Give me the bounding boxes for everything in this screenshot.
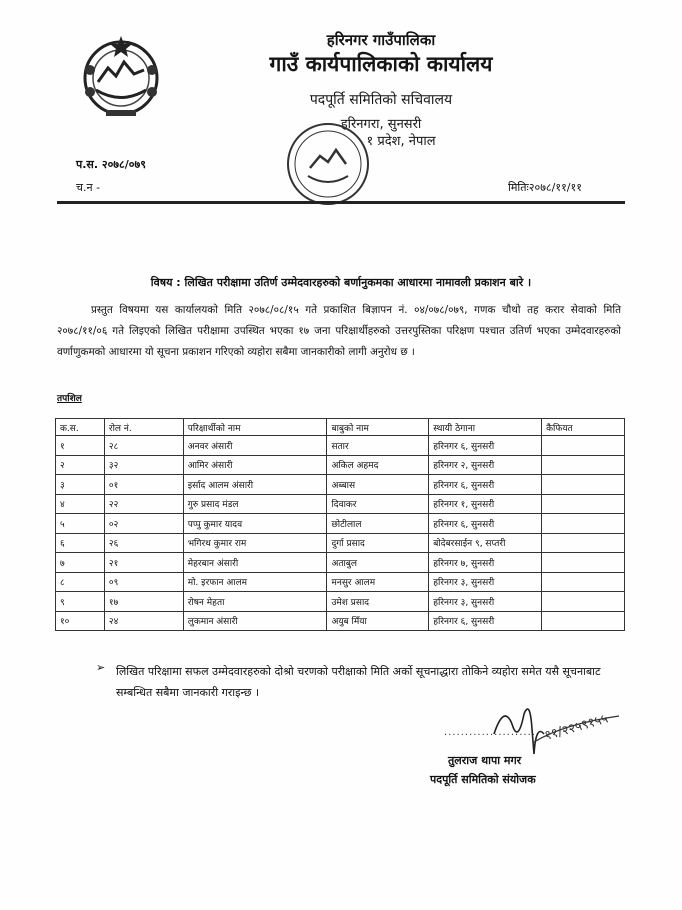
signature-scribble: ११/२२५९१५५ xyxy=(542,711,610,744)
header-divider xyxy=(57,201,625,204)
cell-remarks xyxy=(542,611,625,631)
letter-date: मितिः२०७८/११/११ xyxy=(508,181,582,194)
table-header-row xyxy=(56,419,625,436)
office-address: हरिनगरा, सुनसरी xyxy=(340,117,422,132)
signatory-name: तुलराज थापा मगर xyxy=(448,754,522,767)
cell-father: मनसुर आलम xyxy=(327,572,429,592)
cell-remarks xyxy=(542,514,625,534)
header-serial: क.स. xyxy=(56,419,105,436)
arrow-bullet-icon: ➢ xyxy=(96,661,106,674)
cell-address: हरिनगर ६, सुनसरी xyxy=(429,436,542,456)
dispatch-number: च.न - xyxy=(76,181,101,194)
cell-father: उमेश प्रसाद xyxy=(327,592,429,612)
cell-address: हरिनगर ६, सुनसरी xyxy=(429,514,542,534)
cell-father: दुर्गा प्रसाद xyxy=(327,533,429,553)
cell-serial: ७ xyxy=(56,553,105,573)
table-row xyxy=(56,494,625,514)
cell-serial: ३ xyxy=(56,475,105,495)
cell-father: दिवाकर xyxy=(327,494,429,514)
office-stamp xyxy=(282,118,374,210)
table-row xyxy=(56,592,625,612)
cell-name: रोषन मेहता xyxy=(183,592,327,612)
header-remarks: कैफियत xyxy=(542,419,625,436)
cell-serial: १ xyxy=(56,436,105,456)
cell-remarks xyxy=(542,475,625,495)
cell-roll: ०९ xyxy=(104,572,183,592)
cell-name: भगिरथ कुमार राम xyxy=(183,533,327,553)
results-table xyxy=(55,418,625,631)
cell-serial: १० xyxy=(56,611,105,631)
office-name: गाउँ कार्यपालिकाको कार्यालय xyxy=(269,52,493,76)
cell-serial: ५ xyxy=(56,514,105,534)
cell-name: अनवर अंसारी xyxy=(183,436,327,456)
cell-father: अयुब मिँया xyxy=(327,611,429,631)
table-row xyxy=(56,533,625,553)
cell-address: हरिनगर २, सुनसरी xyxy=(429,455,542,475)
cell-roll: २८ xyxy=(104,436,183,456)
cell-father: अकिल अहमद xyxy=(327,455,429,475)
body-paragraph: प्रस्तुत विषयमा यस कार्यालयको मिति २०७८/०८/१५ गते प्रकाशित बिज्ञापन नं. ०४/०७८/०७९, गणक चौथो तह करार सेवाको मिति २०७८/११/०६ गते लिइएको लिखित परीक्षामा उपस्थित भएका १७ जना परिक्षार्थीहरुको उत्तरपुस्तिका परिक्षण पश्चात उतिर्ण भएका उम्मेदवारहरुको वर्णाणुकमको आधारमा यो सूचना प्रकाशन गरिएको व्यहोरा सबैमा जानकारीको लागी अनुरोध छ । xyxy=(57,304,621,358)
cell-name: मेहरबान अंसारी xyxy=(183,553,327,573)
signatory-designation: पदपूर्ति समितिको संयोजक xyxy=(430,773,536,786)
cell-father: अब्बास xyxy=(327,475,429,495)
municipality-name: हरिनगर गाउँपालिका xyxy=(326,31,436,49)
table-row xyxy=(56,611,625,631)
cell-roll: २१ xyxy=(104,553,183,573)
cell-roll: ०२ xyxy=(104,514,183,534)
cell-name: लुकमान अंसारी xyxy=(183,611,327,631)
cell-remarks xyxy=(542,455,625,475)
cell-remarks xyxy=(542,494,625,514)
header-name: परिक्षार्थीको नाम xyxy=(183,419,327,436)
table-row xyxy=(56,436,625,456)
cell-name: पप्पु कुमार यादव xyxy=(183,514,327,534)
cell-roll: २२ xyxy=(104,494,183,514)
cell-address: हरिनगर ६, सुनसरी xyxy=(429,475,542,495)
table-row xyxy=(56,475,625,495)
header-address: स्थायी ठेगाना xyxy=(429,419,542,436)
cell-remarks xyxy=(542,572,625,592)
header-father: बाबुको नाम xyxy=(327,419,429,436)
cell-serial: २ xyxy=(56,455,105,475)
table-row xyxy=(56,514,625,534)
cell-name: आमिर अंसारी xyxy=(183,455,327,475)
reference-number: प.स. २०७८/०७९ xyxy=(76,158,146,171)
table-row xyxy=(56,572,625,592)
cell-address: हरिनगर ६, सुनसरी xyxy=(429,611,542,631)
cell-remarks xyxy=(542,436,625,456)
subject-line: विषय : लिखित परीक्षामा उतिर्ण उम्मेदवारहरुको बर्णानुकमका आधारमा नामावली प्रकाशन बारे । xyxy=(150,276,532,289)
cell-serial: ९ xyxy=(56,592,105,612)
cell-serial: ४ xyxy=(56,494,105,514)
details-label: तपशिल xyxy=(57,394,82,404)
committee-name: पदपूर्ति समितिको सचिवालय xyxy=(309,92,453,108)
cell-name: गुरु प्रसाद मंडल xyxy=(183,494,327,514)
cell-address: हरिनगर ३, सुनसरी xyxy=(429,592,542,612)
cell-roll: ३२ xyxy=(104,455,183,475)
table-row xyxy=(56,455,625,475)
cell-address: बोदेबरसाईन ९, सप्तरी xyxy=(429,533,542,553)
cell-roll: २४ xyxy=(104,611,183,631)
cell-roll: २६ xyxy=(104,533,183,553)
cell-address: हरिनगर १, सुनसरी xyxy=(429,494,542,514)
cell-name: मो. इरफान आलम xyxy=(183,572,327,592)
cell-father: छोटीलाल xyxy=(327,514,429,534)
table-row xyxy=(56,553,625,573)
cell-remarks xyxy=(542,533,625,553)
cell-father: सतार xyxy=(327,436,429,456)
cell-remarks xyxy=(542,592,625,612)
cell-serial: ६ xyxy=(56,533,105,553)
cell-serial: ८ xyxy=(56,572,105,592)
cell-roll: १७ xyxy=(104,592,183,612)
cell-roll: ०१ xyxy=(104,475,183,495)
notice-note: लिखित परिक्षामा सफल उम्मेदवारहरुको दोश्रो चरणको परीक्षाको मिति अर्को सूचनाद्धारा तोकिने व्यहोरा समेत यसै सूचनाबाट सम्बन्धित सबैमा जानकारी गराइन्छ । xyxy=(116,665,601,699)
signature-line: ...................... xyxy=(444,727,536,738)
cell-remarks xyxy=(542,553,625,573)
cell-father: अताबुल xyxy=(327,553,429,573)
cell-address: हरिनगर ७, सुनसरी xyxy=(429,553,542,573)
office-province: १ प्रदेश, नेपाल xyxy=(366,134,436,149)
header-roll: रोल नं. xyxy=(104,419,183,436)
cell-name: इर्साद आलम अंसारी xyxy=(183,475,327,495)
cell-address: हरिनगर ३, सुनसरी xyxy=(429,572,542,592)
